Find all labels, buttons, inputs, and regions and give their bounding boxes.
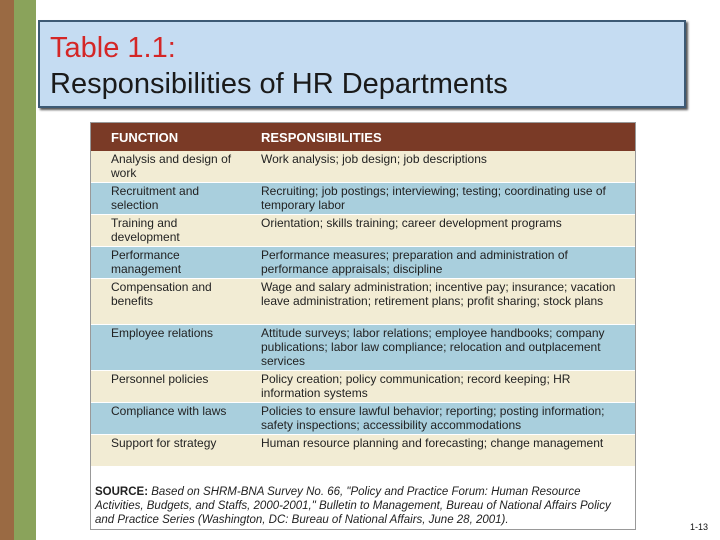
row-responsibilities: Work analysis; job design; job descriptions <box>261 152 487 166</box>
row-function: Performance management <box>111 248 182 276</box>
row-function: Recruitment and selection <box>111 184 200 212</box>
source-text: Based on SHRM-BNA Survey No. 66, "Policy and Practice Forum: Human Resource Activities, Budgets, and Staffs, 2000-2001," Bulletin to Management, Bureau of National Affairs Policy and Practice Series (Washington, DC: Bureau of National Affairs, June 28, 2001). <box>95 486 611 526</box>
row-function: Employee relations <box>111 326 214 340</box>
table-row <box>91 215 635 247</box>
row-function: Support for strategy <box>111 436 217 450</box>
slide-title-number: Table 1.1: <box>50 32 176 64</box>
left-decor-bar <box>0 0 14 540</box>
row-function: Analysis and design of work <box>111 152 232 180</box>
header-function: FUNCTION <box>111 129 179 145</box>
table-row <box>91 435 635 467</box>
row-responsibilities: Recruiting; job postings; interviewing; testing; coordinating use of temporary labor <box>261 184 606 212</box>
table-row <box>91 151 635 183</box>
table-row <box>91 279 635 325</box>
row-function: Compliance with laws <box>111 404 227 418</box>
row-responsibilities: Policies to ensure lawful behavior; reporting; posting information; safety inspections; accessibility accommodations <box>261 404 605 432</box>
row-function: Compensation and benefits <box>111 280 212 308</box>
table-header <box>91 123 635 151</box>
row-responsibilities: Orientation; skills training; career development programs <box>261 216 562 230</box>
table-row <box>91 325 635 371</box>
row-responsibilities: Wage and salary administration; incentive pay; insurance; vacation leave administration; retirement plans; profit sharing; stock plans <box>261 280 616 308</box>
hr-responsibilities-table <box>90 122 636 530</box>
table-row <box>91 371 635 403</box>
row-responsibilities: Attitude surveys; labor relations; employee handbooks; company publications; labor law compliance; relocation and outplacement services <box>261 326 605 368</box>
table-source-note <box>95 485 631 527</box>
table-row <box>91 247 635 279</box>
table-row <box>91 183 635 215</box>
title-box <box>38 20 686 108</box>
left-decor-bar-green <box>14 0 36 540</box>
table-row <box>91 403 635 435</box>
slide-title: Responsibilities of HR Departments <box>50 68 508 100</box>
source-label: SOURCE: <box>95 486 149 498</box>
page-number: 1-13 <box>690 522 709 532</box>
row-function: Training and development <box>111 216 180 244</box>
row-responsibilities: Performance measures; preparation and administration of performance appraisals; discipline <box>261 248 568 276</box>
row-function: Personnel policies <box>111 372 209 386</box>
row-responsibilities: Human resource planning and forecasting; change management <box>261 436 604 450</box>
row-responsibilities: Policy creation; policy communication; record keeping; HR information systems <box>261 372 571 400</box>
header-responsibilities: RESPONSIBILITIES <box>261 129 382 145</box>
